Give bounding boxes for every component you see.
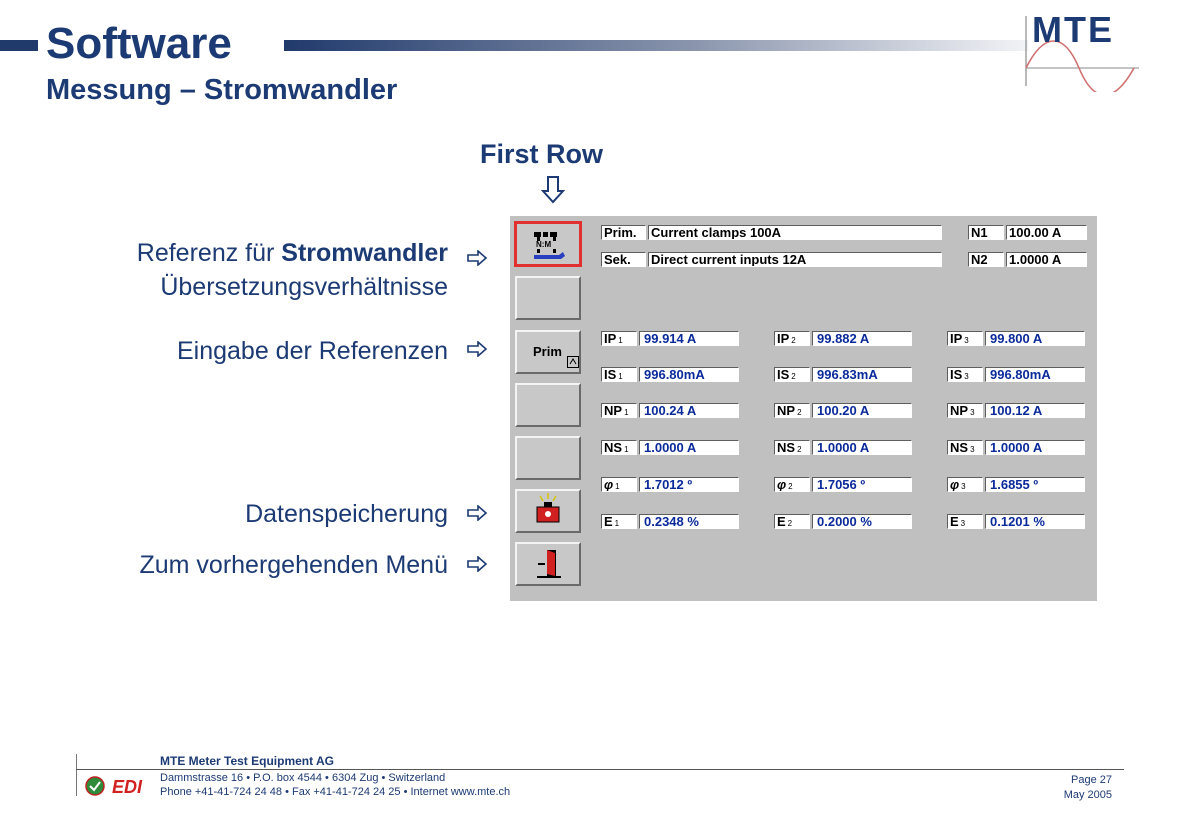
phase-subscript: 3 — [960, 519, 966, 528]
sek-label: Sek. — [601, 252, 646, 267]
meas-value-field[interactable]: 100.12 A — [985, 403, 1085, 418]
phase-subscript: 3 — [970, 408, 975, 417]
header-bar-left — [0, 40, 38, 51]
phase-subscript: 2 — [797, 408, 802, 417]
meas-value-field[interactable]: 99.882 A — [812, 331, 912, 346]
meas-label — [774, 514, 810, 529]
prim-button[interactable] — [515, 330, 581, 374]
footer-company: MTE Meter Test Equipment AG — [160, 754, 335, 768]
meas-value-field[interactable]: 0.2000 % — [812, 514, 912, 529]
phase-subscript: 1 — [624, 408, 629, 417]
meas-label — [947, 440, 983, 455]
meas-label-name: IP — [777, 331, 790, 346]
meas-label — [947, 331, 983, 346]
meas-value-field[interactable]: 996.80mA — [985, 367, 1085, 382]
meas-label — [601, 477, 637, 492]
prim-value-field[interactable]: Current clamps 100A — [648, 225, 942, 240]
meas-label — [601, 440, 637, 455]
phase-subscript: 2 — [788, 482, 793, 491]
prim-label: Prim. — [601, 225, 646, 240]
meas-label-name: IS — [604, 367, 617, 382]
footer-vline — [76, 754, 77, 796]
page-title: Software — [46, 19, 232, 68]
meas-label-name: IS — [950, 367, 963, 382]
meas-value-field[interactable]: 1.7012 º — [639, 477, 739, 492]
header-bar-right — [284, 40, 1028, 51]
meas-value-field[interactable]: 100.24 A — [639, 403, 739, 418]
edi-logo — [84, 775, 154, 797]
meas-label-name: NS — [950, 440, 969, 455]
meas-label-name: IP — [604, 331, 617, 346]
meas-label-name: NS — [777, 440, 796, 455]
mte-logo-text: MTE — [1032, 9, 1114, 50]
right-arrow-icon — [466, 556, 488, 572]
meas-label — [947, 514, 983, 529]
save-camera-icon — [517, 491, 579, 531]
n1-label: N1 — [968, 225, 1004, 240]
save-data-button[interactable] — [515, 489, 581, 533]
meas-label — [947, 477, 983, 492]
meas-label — [774, 477, 810, 492]
phase-subscript: 1 — [615, 482, 620, 491]
meas-label — [774, 440, 810, 455]
meas-label-name: φ — [604, 477, 614, 492]
meas-label-name: φ — [950, 477, 960, 492]
reference-label-line2: Übersetzungsverhältnisse — [160, 273, 448, 301]
empty-button-1[interactable] — [515, 276, 581, 320]
storage-label: Datenspeicherung — [245, 500, 448, 528]
meas-label-name: E — [950, 514, 959, 529]
meas-label-name: IS — [777, 367, 790, 382]
exit-door-icon — [517, 544, 579, 584]
phase-subscript: 1 — [614, 519, 620, 528]
meas-label-name: NS — [604, 440, 623, 455]
empty-button-3[interactable] — [515, 436, 581, 480]
meas-value-field[interactable]: 0.2348 % — [639, 514, 739, 529]
phase-subscript: 3 — [964, 372, 969, 381]
edi-logo-text: EDI — [112, 777, 143, 797]
right-arrow-icon — [466, 250, 488, 266]
meas-label-name: NP — [604, 403, 623, 418]
phase-subscript: 1 — [624, 445, 629, 454]
phase-subscript: 2 — [791, 336, 796, 345]
n2-value-field[interactable]: 1.0000 A — [1006, 252, 1087, 267]
footer-date: May 2005 — [1063, 789, 1112, 801]
right-arrow-icon — [466, 505, 488, 521]
footer-page-number: Page 27 — [1071, 774, 1112, 786]
switch-icon — [567, 356, 579, 368]
reference-label — [137, 238, 448, 268]
meas-label-name: E — [604, 514, 613, 529]
meas-value-field[interactable]: 1.0000 A — [812, 440, 912, 455]
meas-value-field[interactable]: 996.83mA — [812, 367, 912, 382]
meas-value-field[interactable]: 100.20 A — [812, 403, 912, 418]
right-arrow-icon — [466, 341, 488, 357]
page-subtitle: Messung – Stromwandler — [46, 74, 398, 106]
meas-label-name: IP — [950, 331, 963, 346]
meas-value-field[interactable]: 0.1201 % — [985, 514, 1085, 529]
meas-label — [601, 367, 637, 382]
phase-subscript: 1 — [618, 336, 623, 345]
footer-contact: Phone +41-41-724 24 48 • Fax +41-41-724 24 25 • Internet www.mte.ch — [160, 786, 511, 798]
meas-value-field[interactable]: 1.0000 A — [985, 440, 1085, 455]
exit-menu-button[interactable] — [515, 542, 581, 586]
phase-subscript: 3 — [964, 336, 969, 345]
meas-label — [601, 331, 637, 346]
reference-label-bold: Stromwandler — [281, 239, 448, 267]
down-arrow-icon — [541, 175, 565, 205]
meas-label — [947, 403, 983, 418]
meas-value-field[interactable]: 1.6855 º — [985, 477, 1085, 492]
input-label: Eingabe der Referenzen — [176, 337, 448, 365]
n1-value-field[interactable]: 100.00 A — [1006, 225, 1087, 240]
meas-value-field[interactable]: 996.80mA — [639, 367, 739, 382]
meas-value-field[interactable]: 99.914 A — [639, 331, 739, 346]
phase-subscript: 2 — [787, 519, 793, 528]
meas-label-name: E — [777, 514, 786, 529]
transformer-icon — [517, 224, 579, 264]
footer-address: Dammstrasse 16 • P.O. box 4544 • 6304 Zug • Switzerland — [160, 772, 446, 784]
meas-label — [774, 403, 810, 418]
meas-value-field[interactable]: 1.0000 A — [639, 440, 739, 455]
meas-label-name: NP — [777, 403, 796, 418]
prim-button-label: Prim — [533, 344, 562, 359]
meas-label — [774, 331, 810, 346]
meas-value-field[interactable]: 99.800 A — [985, 331, 1085, 346]
phase-subscript: 3 — [970, 445, 975, 454]
svg-text:N:M: N:M — [536, 240, 552, 249]
phase-subscript: 3 — [961, 482, 966, 491]
phase-subscript: 2 — [797, 445, 802, 454]
meas-label — [774, 367, 810, 382]
reference-label-text: Referenz für — [136, 239, 282, 267]
meas-label-name: NP — [950, 403, 969, 418]
back-label: Zum vorhergehenden Menü — [139, 551, 448, 579]
meas-value-field[interactable]: 1.7056 º — [812, 477, 912, 492]
sek-value-field[interactable]: Direct current inputs 12A — [648, 252, 942, 267]
measurement-screen — [510, 216, 1097, 601]
first-row-label: First Row — [480, 139, 604, 169]
footer-hline — [76, 769, 1124, 770]
phase-subscript: 1 — [618, 372, 623, 381]
phase-subscript: 2 — [791, 372, 796, 381]
meas-label-name: φ — [777, 477, 787, 492]
reference-button[interactable] — [515, 222, 581, 266]
meas-label — [601, 403, 637, 418]
empty-button-2[interactable] — [515, 383, 581, 427]
n2-label: N2 — [968, 252, 1004, 267]
meas-label — [601, 514, 637, 529]
meas-label — [947, 367, 983, 382]
